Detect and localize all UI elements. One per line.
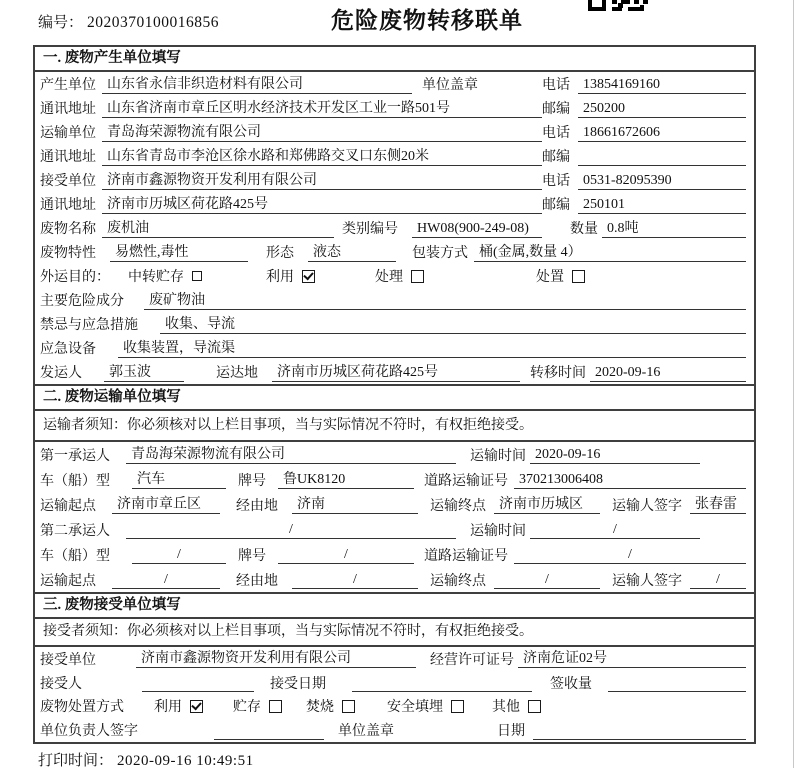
- field-value: /: [278, 545, 414, 564]
- field-label: 包装方式: [412, 246, 468, 261]
- field-value: /: [690, 570, 746, 589]
- checkbox-unchecked-icon: [451, 700, 464, 713]
- field-value: 0.8吨: [602, 219, 746, 238]
- form-row: [35, 120, 754, 144]
- form-row: [35, 567, 754, 592]
- field-value: /: [494, 570, 600, 589]
- doc-number-line: [38, 11, 219, 32]
- field-label: 运输终点: [430, 498, 486, 514]
- checkbox-checked-icon: [190, 700, 203, 713]
- field-label: 运输人签字: [612, 498, 682, 514]
- field-value: 2020-09-16: [530, 445, 700, 464]
- field-label: 接受人: [40, 676, 82, 692]
- section-1: [35, 47, 754, 384]
- field-value: 山东省永信非织造材料有限公司: [102, 75, 412, 94]
- field-label: 通讯地址: [40, 102, 96, 117]
- checkbox-label: 处理: [375, 270, 403, 285]
- doc-number: 2020370100016856: [87, 14, 220, 31]
- field-value: 2020-09-16: [590, 363, 746, 382]
- section-title: 二. 废物运输单位填写: [35, 386, 754, 411]
- page-title: 危险废物转移联单: [331, 8, 523, 33]
- field-label: 车（船）型: [40, 473, 110, 489]
- checkbox-option: [128, 266, 202, 286]
- field-value: [352, 673, 532, 692]
- field-value: 13854169160: [578, 75, 746, 94]
- field-value: [214, 721, 324, 740]
- field-value: 济南危证02号: [518, 649, 746, 668]
- field-value: /: [514, 545, 746, 564]
- checkbox-label: 其他: [492, 700, 520, 716]
- field-label: 牌号: [238, 548, 266, 564]
- checkbox-option: [266, 266, 315, 286]
- section-3: [35, 592, 754, 742]
- field-label: 转移时间: [530, 366, 586, 381]
- field-label: 通讯地址: [40, 150, 96, 165]
- field-label: 类别编号: [342, 222, 398, 237]
- field-label: 发运人: [40, 366, 82, 381]
- form-row: [35, 336, 754, 360]
- section-title: 一. 废物产生单位填写: [35, 47, 754, 72]
- field-value: 汽车: [132, 470, 226, 489]
- field-value: 桶(金属,数量 4）: [474, 243, 746, 262]
- form-row: [35, 192, 754, 216]
- field-value: /: [530, 520, 700, 539]
- field-value: 济南市历城区荷花路425号: [272, 363, 520, 382]
- section-note: 运输者须知：你必须核对以上栏目事项，当与实际情况不符时，有权拒绝接受。: [35, 411, 754, 442]
- field-label: 接受单位: [40, 174, 96, 189]
- checkbox-option: [233, 696, 282, 716]
- field-label: 接受单位: [40, 652, 96, 668]
- field-value: 18661672606: [578, 123, 746, 142]
- field-value: 张春雷: [690, 495, 746, 514]
- field-value: 郭玉波: [104, 363, 184, 382]
- field-value: 废机油: [102, 219, 334, 238]
- field-label: 运输时间: [470, 523, 526, 539]
- field-value: /: [112, 570, 220, 589]
- form-row: [35, 264, 754, 288]
- checkbox-checked-icon: [302, 270, 315, 283]
- checkbox-unchecked-icon: [192, 271, 202, 281]
- field-label: 日期: [497, 724, 525, 740]
- checkbox-unchecked-icon: [411, 270, 424, 283]
- field-value: 废矿物油: [144, 291, 746, 310]
- form-row: [35, 240, 754, 264]
- field-label: 道路运输证号: [424, 473, 508, 489]
- field-label: 数量: [570, 222, 598, 237]
- field-value: 鲁UK8120: [278, 470, 414, 489]
- field-label: 通讯地址: [40, 198, 96, 213]
- qr-code-fragment-icon: [588, 0, 648, 11]
- form-row: [35, 718, 754, 742]
- form-row: [35, 647, 754, 671]
- field-label: 应急设备: [40, 342, 96, 357]
- form-row: [35, 442, 754, 467]
- field-label: 第二承运人: [40, 523, 110, 539]
- field-label: 禁忌与应急措施: [40, 318, 138, 333]
- field-value: 济南市鑫源物资开发利用有限公司: [136, 649, 416, 668]
- doc-number-label: 编号：: [38, 15, 84, 31]
- form-row: [35, 96, 754, 120]
- field-value: [608, 673, 746, 692]
- form-row: [35, 288, 754, 312]
- field-label: 第一承运人: [40, 448, 110, 464]
- field-value: 济南市历城区: [494, 495, 600, 514]
- print-time-label: 打印时间：: [38, 753, 114, 768]
- field-label: 单位负责人签字: [40, 724, 138, 740]
- checkbox-option: [536, 266, 585, 286]
- field-value: 370213006408: [514, 470, 746, 489]
- form-row: [35, 517, 754, 542]
- field-value: /: [126, 520, 456, 539]
- field-value: 液态: [308, 243, 396, 262]
- form-row: [35, 216, 754, 240]
- print-time: 2020-09-16 10:49:51: [117, 753, 254, 768]
- checkbox-label: 处置: [536, 270, 564, 285]
- field-label: 车（船）型: [40, 548, 110, 564]
- checkbox-label: 贮存: [233, 700, 261, 716]
- checkbox-label: 中转贮存: [128, 270, 184, 285]
- field-label: 废物特性: [40, 246, 96, 261]
- field-label: 废物名称: [40, 222, 96, 237]
- field-value: 易燃性,毒性: [110, 243, 248, 262]
- form-row: [35, 467, 754, 492]
- checkbox-label: 安全填埋: [387, 700, 443, 716]
- field-label: 运输起点: [40, 573, 96, 589]
- field-label: 主要危险成分: [40, 294, 124, 309]
- form-row: [35, 671, 754, 695]
- field-label: 经由地: [236, 498, 278, 514]
- field-label: 经营许可证号: [430, 652, 514, 668]
- page-edge-line: [793, 0, 794, 768]
- field-value: [578, 147, 746, 166]
- field-value: 济南市历城区荷花路425号: [102, 195, 542, 214]
- form-row: [35, 168, 754, 192]
- field-label: 接受日期: [270, 676, 326, 692]
- checkbox-label: 利用: [266, 270, 294, 285]
- field-label: 产生单位: [40, 78, 96, 93]
- field-value: 济南: [292, 495, 418, 514]
- field-value: 济南市章丘区: [112, 495, 220, 514]
- section-2: [35, 384, 754, 592]
- field-label: 单位盖章: [338, 724, 394, 740]
- field-value: 0531-82095390: [578, 171, 746, 190]
- checkbox-label: 利用: [154, 700, 182, 716]
- field-value: HW08(900-249-08): [412, 219, 542, 238]
- field-label: 签收量: [550, 676, 592, 692]
- section-title: 三. 废物接受单位填写: [35, 594, 754, 619]
- field-label: 单位盖章: [422, 78, 478, 93]
- form-row: [35, 492, 754, 517]
- manifest-table: [33, 45, 756, 744]
- field-label: 邮编: [542, 102, 570, 117]
- checkbox-option: [375, 266, 424, 286]
- field-label: 废物处置方式: [40, 700, 124, 716]
- checkbox-option: [492, 696, 541, 716]
- field-label: 运达地: [216, 366, 258, 381]
- form-row: [35, 360, 754, 384]
- checkbox-unchecked-icon: [528, 700, 541, 713]
- field-label: 运输终点: [430, 573, 486, 589]
- field-value: [142, 673, 254, 692]
- field-label: 运输时间: [470, 448, 526, 464]
- field-label: 形态: [266, 246, 294, 261]
- print-time-line: [38, 749, 254, 768]
- section-note: 接受者须知：你必须核对以上栏目事项，当与实际情况不符时，有权拒绝接受。: [35, 619, 754, 647]
- field-value: 收集装置，导流渠: [118, 339, 746, 358]
- field-label: 邮编: [542, 150, 570, 165]
- field-value: [533, 721, 746, 740]
- checkbox-option: [154, 696, 203, 716]
- field-label: 电话: [542, 126, 570, 141]
- checkbox-unchecked-icon: [342, 700, 355, 713]
- field-value: 山东省青岛市李沧区徐水路和郑佛路交叉口东侧20米: [102, 147, 542, 166]
- form-row: [35, 695, 754, 719]
- checkbox-option: [387, 696, 464, 716]
- field-label: 经由地: [236, 573, 278, 589]
- field-label: 牌号: [238, 473, 266, 489]
- form-row: [35, 72, 754, 96]
- field-label: 道路运输证号: [424, 548, 508, 564]
- field-value: 青岛海荣源物流有限公司: [102, 123, 542, 142]
- form-row: [35, 542, 754, 567]
- field-label: 运输人签字: [612, 573, 682, 589]
- checkbox-unchecked-icon: [572, 270, 585, 283]
- checkbox-option: [306, 696, 355, 716]
- form-row: [35, 144, 754, 168]
- field-value: 250101: [578, 195, 746, 214]
- field-value: 济南市鑫源物资开发利用有限公司: [102, 171, 542, 190]
- field-value: /: [132, 545, 226, 564]
- field-value: 收集、导流: [160, 315, 746, 334]
- checkbox-unchecked-icon: [269, 700, 282, 713]
- field-label: 邮编: [542, 198, 570, 213]
- field-value: 山东省济南市章丘区明水经济技术开发区工业一路501号: [102, 99, 542, 118]
- field-label: 外运目的：: [40, 270, 110, 285]
- field-value: /: [292, 570, 418, 589]
- field-label: 电话: [542, 78, 570, 93]
- field-value: 青岛海荣源物流有限公司: [126, 445, 456, 464]
- field-label: 电话: [542, 174, 570, 189]
- field-label: 运输单位: [40, 126, 96, 141]
- field-value: 250200: [578, 99, 746, 118]
- field-label: 运输起点: [40, 498, 96, 514]
- form-row: [35, 312, 754, 336]
- checkbox-label: 焚烧: [306, 700, 334, 716]
